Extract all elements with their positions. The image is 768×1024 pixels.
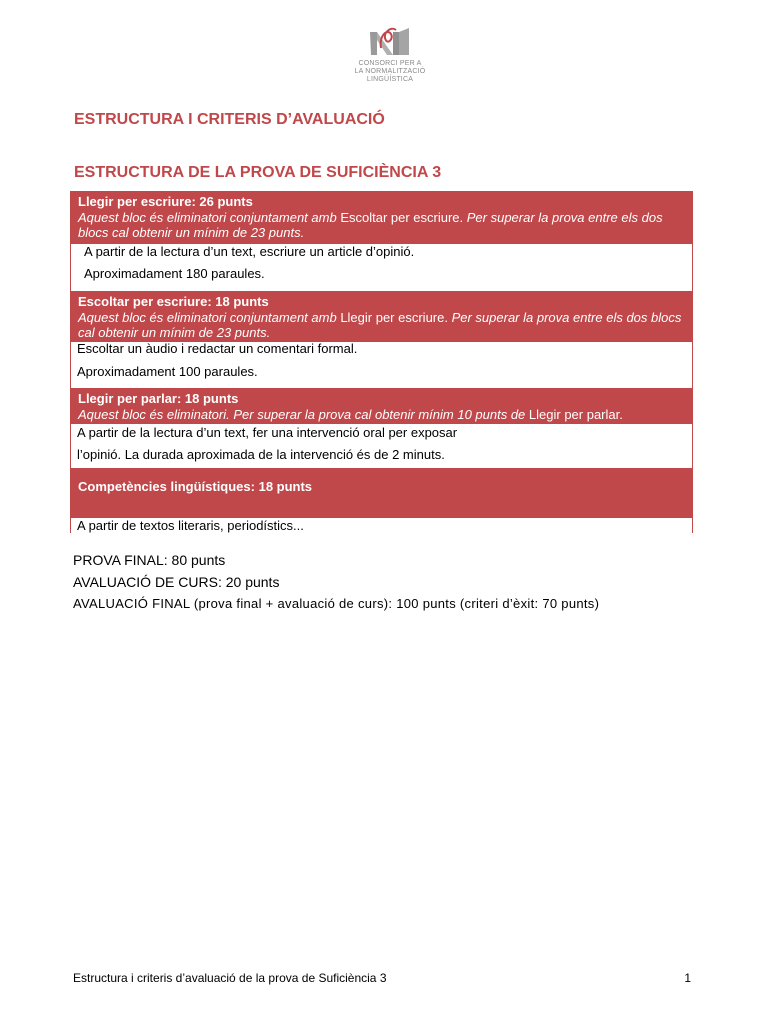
block-line: A partir de la lectura d’un text, fer una intervenció oral per exposar: [77, 425, 458, 440]
cpnl-logo: [350, 24, 430, 84]
logo-line-1: CONSORCI PER A: [358, 60, 422, 67]
block-body-competencies: [70, 518, 693, 533]
block-body-escoltar-escriure: [70, 342, 693, 388]
footer-text: Estructura i criteris d’avaluació de la prova de Suficiència 3: [73, 971, 387, 985]
desc-part: Aquest bloc és eliminatori conjuntament amb: [78, 210, 341, 225]
page-footer: [73, 971, 691, 985]
desc-part: Aquest bloc és eliminatori. Per superar la prova cal obtenir mínim 10 punts de: [78, 407, 529, 422]
block-title: Competències lingüístiques: 18 punts: [78, 479, 313, 494]
summary-course: AVALUACIÓ DE CURS: 20 punts: [73, 574, 280, 590]
block-title: Escoltar per escriure: 18 punts: [78, 294, 269, 309]
desc-part: Llegir per escriure.: [340, 310, 448, 325]
block-line: Aproximadament 100 paraules.: [77, 364, 258, 379]
logo-line-2: LA NORMALITZACIÓ: [354, 68, 426, 75]
section-title: ESTRUCTURA DE LA PROVA DE SUFICIÈNCIA 3: [74, 164, 442, 181]
logo-line-3: LINGÜÍSTICA: [366, 76, 414, 83]
cpnl-logo-icon: [367, 24, 413, 58]
block-description: [78, 210, 689, 240]
block-header-llegir-escriure: [70, 191, 693, 244]
block-line: A partir de la lectura d’un text, escriure un article d’opinió.: [84, 244, 415, 259]
desc-part: Escoltar per escriure.: [340, 210, 464, 225]
desc-part: Llegir per parlar.: [528, 407, 623, 422]
block-description: [78, 407, 689, 422]
block-line: Escoltar un àudio i redactar un comentari formal.: [77, 341, 358, 356]
block-title: Llegir per parlar: 18 punts: [78, 391, 239, 406]
summary-final: PROVA FINAL: 80 punts: [73, 552, 226, 568]
block-title: Llegir per escriure: 26 punts: [78, 194, 253, 209]
block-header-competencies: [70, 468, 693, 518]
desc-part: Per superar la prova entre els dos blocs cal obtenir un mínim de 23 punts.: [78, 310, 682, 340]
block-body-llegir-escriure: [70, 244, 693, 291]
block-line: Aproximadament 180 paraules.: [84, 266, 265, 281]
summary-total: AVALUACIÓ FINAL (prova final + avaluació de curs): 100 punts (criteri d’èxit: 70 punts): [73, 596, 600, 611]
block-header-escoltar-escriure: [70, 291, 693, 342]
block-line: A partir de textos literaris, periodístics...: [77, 518, 304, 533]
block-header-llegir-parlar: [70, 388, 693, 424]
block-line: l’opinió. La durada aproximada de la intervenció és de 2 minuts.: [77, 447, 445, 462]
desc-part: Aquest bloc és eliminatori conjuntament amb: [78, 310, 341, 325]
desc-part: Per superar la prova entre els dos blocs cal obtenir un mínim de 23 punts.: [78, 210, 663, 240]
block-body-llegir-parlar: [70, 424, 693, 468]
score-summary: [73, 551, 599, 617]
exam-structure-table: [70, 191, 693, 533]
page-number: 1: [684, 971, 691, 985]
page-title: ESTRUCTURA I CRITERIS D’AVALUACIÓ: [74, 111, 385, 128]
block-description: [78, 310, 689, 340]
